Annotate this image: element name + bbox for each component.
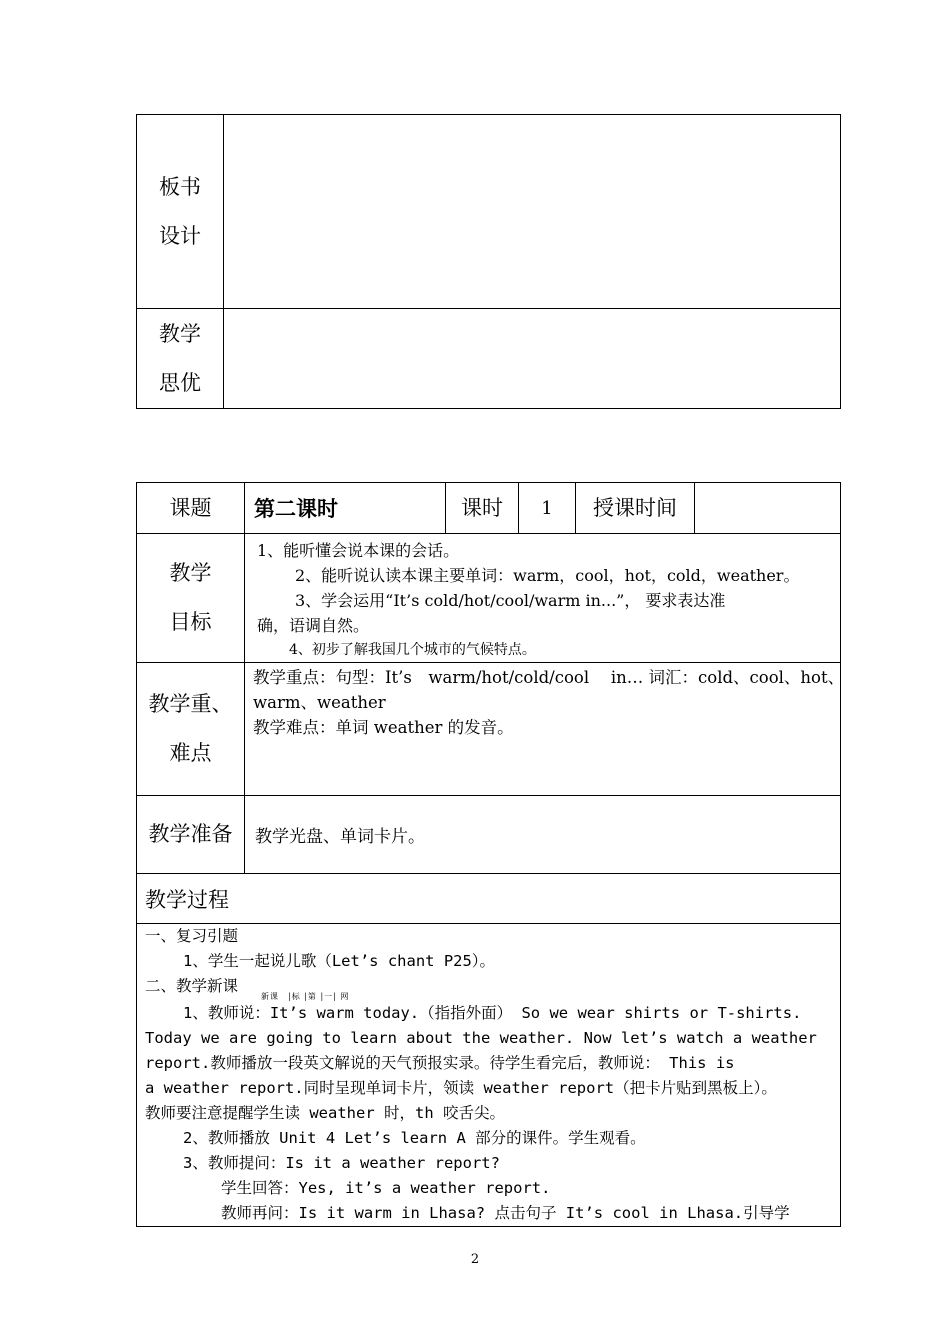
blackboard-design-table [136,114,841,409]
key-points-label-line1: 教学重、 [148,692,233,716]
blackboard-design-content [224,115,841,309]
class-hours-label: 课时 [446,483,519,534]
topic-value: 第二课时 [245,483,446,534]
key-points-line: 教学重点：句型：It’s warm/hot/cold/cool in… 词汇：cold、cool、hot、 [253,668,845,687]
lesson-plan-table [136,482,845,1227]
process-watermark: 新课 |标 |第 |一| 网 [261,992,350,1001]
objective-item: 确，语调自然。 [257,616,370,635]
key-points-line: warm、weather [253,693,386,712]
teaching-reflection-content [224,309,841,409]
objectives-label-line1: 教学 [169,561,212,585]
reflection-label-line1: 教学 [159,321,201,346]
objectives-label-line2: 目标 [169,610,212,634]
topic-label: 课题 [137,483,245,534]
objectives-label [137,534,245,663]
key-points-content [245,663,845,796]
key-points-label-line2: 难点 [169,741,212,765]
process-line: 学生回答：Yes, it’s a weather report. [221,1179,551,1197]
class-hours-value: 1 [519,483,576,534]
blackboard-design-label [137,115,224,309]
process-line: a weather report.同时呈现单词卡片，领读 weather report（把卡片贴到黑板上）。 [145,1079,777,1097]
blackboard-label-line1: 板书 [159,174,201,199]
teaching-reflection-label [137,309,224,409]
blackboard-label-line2: 设计 [159,223,201,248]
process-line: 3、教师提问：Is it a weather report? [183,1154,500,1172]
process-content [137,924,841,1227]
process-line: 1、学生一起说儿歌（Let’s chant P25）。 [183,952,496,970]
difficult-points-line: 教学难点：单词 weather 的发音。 [253,718,514,737]
process-label: 教学过程 [137,874,841,924]
preparation-value: 教学光盘、单词卡片。 [245,796,841,874]
process-line: 1、教师说：It’s warm today.（指指外面） So we wear shirts or T-shirts. [183,1004,802,1022]
objective-item: 4、初步了解我国几个城市的气候特点。 [289,642,536,658]
teaching-time-label: 授课时间 [576,483,695,534]
objective-item: 3、学会运用“It’s cold/hot/cool/warm in...”， 要求表达准 [295,591,726,610]
objective-item: 2、能听说认读本课主要单词：warm，cool，hot，cold，weather。 [295,566,800,585]
process-line: 2、教师播放 Unit 4 Let’s learn A 部分的课件。学生观看。 [183,1129,646,1147]
page-number: 2 [470,1252,480,1267]
process-line: 教师要注意提醒学生读 weather 时，th 咬舌尖。 [145,1104,505,1122]
preparation-label: 教学准备 [137,796,245,874]
objectives-content [245,534,841,663]
objective-item: 1、能听懂会说本课的会话。 [257,541,460,560]
teaching-time-value [695,483,841,534]
key-points-label [137,663,245,796]
reflection-label-line2: 思优 [159,370,201,395]
process-line: 一、复习引题 [145,927,239,945]
process-line: report.教师播放一段英文解说的天气预报实录。待学生看完后，教师说： This is [145,1054,735,1072]
process-line: 教师再问：Is it warm in Lhasa? 点击句子 It’s cool in Lhasa.引导学 [221,1204,790,1222]
process-line: Today we are going to learn about the weather. Now let’s watch a weather [145,1029,817,1047]
process-line: 二、教学新课 [145,977,239,995]
